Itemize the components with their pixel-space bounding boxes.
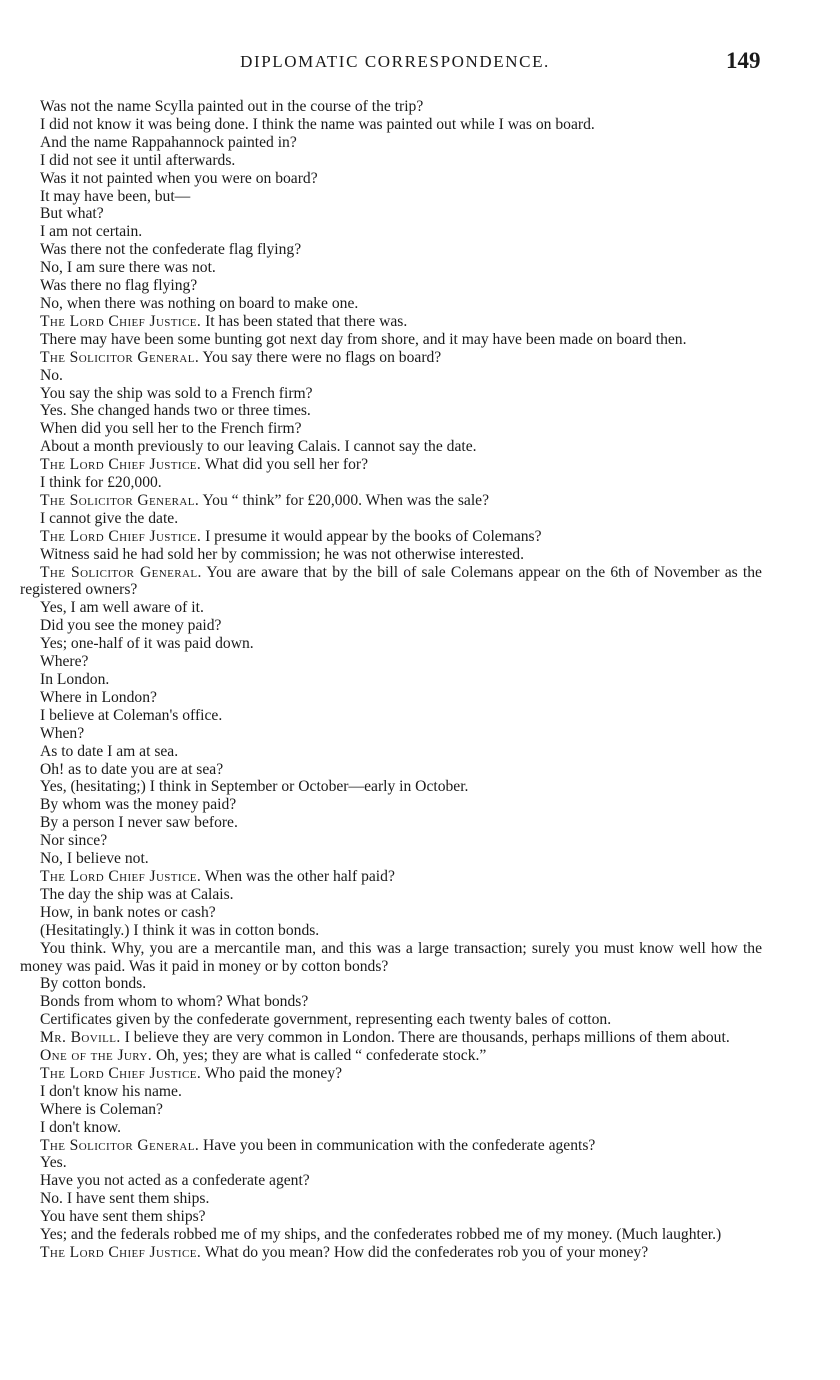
testimony-paragraph: [20, 331, 762, 349]
testimony-paragraph: [20, 241, 762, 259]
paragraph-text: Was there not the confederate flag flying?: [40, 241, 302, 259]
testimony-paragraph: [20, 1244, 762, 1262]
speaker-name: The Lord Chief Justice.: [40, 456, 202, 474]
paragraph-text: Yes.: [40, 1154, 67, 1172]
testimony-paragraph: [20, 152, 762, 170]
paragraph-text: By a person I never saw before.: [40, 814, 238, 832]
testimony-paragraph: [20, 349, 762, 367]
testimony-paragraph: [20, 940, 762, 976]
paragraph-text: I believe at Coleman's office.: [40, 706, 223, 724]
paragraph-text: Where in London?: [40, 688, 157, 706]
testimony-paragraph: [20, 1101, 762, 1119]
testimony-paragraph: [20, 188, 762, 206]
testimony-paragraph: [20, 904, 762, 922]
speaker-name: The Lord Chief Justice.: [40, 312, 202, 330]
paragraph-text: There may have been some bunting got next day from shore, and it may have been made on board then.: [40, 330, 687, 348]
paragraph-text: Witness said he had sold her by commission; he was not otherwise interested.: [40, 545, 524, 563]
paragraph-text: You say there were no flags on board?: [202, 348, 442, 366]
speaker-name: The Lord Chief Justice.: [40, 1244, 202, 1261]
paragraph-text: Have you been in communication with the confederate agents?: [203, 1136, 596, 1154]
testimony-paragraph: [20, 886, 762, 904]
testimony-paragraph: [20, 367, 762, 385]
page-header: [0, 48, 840, 76]
testimony-paragraph: [20, 420, 762, 438]
paragraph-text: No. I have sent them ships.: [40, 1190, 210, 1208]
paragraph-text: Was not the name Scylla painted out in the course of the trip?: [40, 98, 424, 115]
page-number: 149: [726, 48, 761, 73]
paragraph-text: I think for £20,000.: [40, 474, 162, 492]
paragraph-text: I cannot give the date.: [40, 509, 179, 527]
testimony-paragraph: [20, 778, 762, 796]
speaker-name: The Solicitor General.: [40, 348, 200, 366]
paragraph-text: No.: [40, 366, 63, 384]
testimony-paragraph: [20, 313, 762, 331]
paragraph-text: I presume it would appear by the books of Colemans?: [205, 527, 542, 545]
paragraph-text: But what?: [40, 205, 104, 223]
paragraph-text: Yes, (hesitating;) I think in September or October—early in October.: [40, 778, 469, 796]
paragraph-text: You say the ship was sold to a French firm?: [40, 384, 313, 402]
testimony-paragraph: [20, 671, 762, 689]
paragraph-text: I did not see it until afterwards.: [40, 151, 236, 169]
speaker-name: The Lord Chief Justice.: [40, 1064, 202, 1082]
speaker-name: The Solicitor General.: [40, 1136, 200, 1154]
testimony-paragraph: [20, 116, 762, 134]
testimony-paragraph: [20, 635, 762, 653]
paragraph-text: I believe they are very common in London. There are thousands, perhaps millions of them about.: [124, 1029, 730, 1047]
testimony-paragraph: [20, 134, 762, 152]
testimony-paragraph: [20, 761, 762, 779]
paragraph-text: No, I believe not.: [40, 850, 149, 868]
testimony-paragraph: [20, 725, 762, 743]
paragraph-text: Bonds from whom to whom? What bonds?: [40, 993, 309, 1011]
paragraph-text: You “ think” for £20,000. When was the sale?: [202, 491, 490, 509]
testimony-paragraph: [20, 1208, 762, 1226]
testimony-paragraph: [20, 653, 762, 671]
paragraph-text: Certificates given by the confederate government, representing each twenty bales of cotton.: [40, 1011, 612, 1029]
paragraph-text: In London.: [40, 671, 110, 688]
speaker-name: Mr. Bovill.: [40, 1029, 121, 1047]
testimony-paragraph: [20, 564, 762, 600]
paragraph-text: Was it not painted when you were on board?: [40, 169, 318, 187]
testimony-paragraph: [20, 474, 762, 492]
testimony-paragraph: [20, 975, 762, 993]
paragraph-text: What did you sell her for?: [204, 456, 369, 474]
paragraph-text: Where?: [40, 653, 89, 671]
paragraph-text: You have sent them ships?: [40, 1208, 206, 1226]
paragraph-text: I don't know his name.: [40, 1082, 182, 1100]
paragraph-text: Oh, yes; they are what is called “ confederate stock.”: [155, 1047, 487, 1065]
testimony-paragraph: [20, 1065, 762, 1083]
testimony-paragraph: [20, 438, 762, 456]
testimony-paragraph: [20, 259, 762, 277]
paragraph-text: I don't know.: [40, 1118, 122, 1136]
running-head: DIPLOMATIC CORRESPONDENCE.: [240, 52, 550, 71]
paragraph-text: Nor since?: [40, 832, 108, 850]
paragraph-text: Have you not acted as a confederate agent?: [40, 1172, 310, 1190]
testimony-paragraph: [20, 456, 762, 474]
paragraph-text: Did you see the money paid?: [40, 617, 222, 635]
testimony-paragraph: [20, 1154, 762, 1172]
testimony-paragraph: [20, 1083, 762, 1101]
paragraph-text: Yes; and the federals robbed me of my ships, and the confederates robbed me of my money. (Much laughter.): [40, 1226, 722, 1244]
testimony-paragraph: [20, 1029, 762, 1047]
speaker-name: One of the Jury.: [40, 1047, 153, 1065]
testimony-paragraph: [20, 1172, 762, 1190]
paragraph-text: (Hesitatingly.) I think it was in cotton bonds.: [40, 921, 320, 939]
testimony-paragraph: [20, 922, 762, 940]
testimony-paragraph: [20, 492, 762, 510]
testimony-paragraph: [20, 1119, 762, 1137]
testimony-paragraph: [20, 617, 762, 635]
testimony-paragraph: [20, 868, 762, 886]
testimony-text: [20, 98, 762, 1262]
testimony-paragraph: [20, 170, 762, 188]
testimony-paragraph: [20, 277, 762, 295]
paragraph-text: The day the ship was at Calais.: [40, 885, 234, 903]
paragraph-text: Oh! as to date you are at sea?: [40, 760, 224, 778]
testimony-paragraph: [20, 385, 762, 403]
paragraph-text: Yes. She changed hands two or three times.: [40, 402, 311, 420]
testimony-paragraph: [20, 814, 762, 832]
testimony-paragraph: [20, 205, 762, 223]
paragraph-text: Who paid the money?: [204, 1064, 343, 1082]
testimony-paragraph: [20, 223, 762, 241]
testimony-paragraph: [20, 402, 762, 420]
testimony-paragraph: [20, 707, 762, 725]
testimony-paragraph: [20, 993, 762, 1011]
testimony-paragraph: [20, 743, 762, 761]
testimony-paragraph: [20, 832, 762, 850]
paragraph-text: When did you sell her to the French firm?: [40, 420, 302, 438]
paragraph-text: Yes, I am well aware of it.: [40, 599, 204, 617]
paragraph-text: You think. Why, you are a mercantile man, and this was a large transaction; surely you must know well how the money was paid. Was it paid in money or by cotton bonds?: [20, 939, 762, 975]
paragraph-text: I did not know it was being done. I think the name was painted out while I was on board.: [40, 115, 595, 133]
paragraph-text: You are aware that by the bill of sale Colemans appear on the 6th of November as the registered owners?: [20, 563, 762, 599]
speaker-name: The Solicitor General.: [40, 491, 200, 509]
paragraph-text: And the name Rappahannock painted in?: [40, 133, 297, 151]
paragraph-text: It may have been, but—: [40, 187, 191, 205]
speaker-name: The Lord Chief Justice.: [40, 867, 202, 885]
paragraph-text: No, I am sure there was not.: [40, 259, 216, 277]
paragraph-text: By whom was the money paid?: [40, 796, 237, 814]
paragraph-text: Was there no flag flying?: [40, 277, 198, 295]
testimony-paragraph: [20, 689, 762, 707]
testimony-paragraph: [20, 1137, 762, 1155]
paragraph-text: Yes; one-half of it was paid down.: [40, 635, 254, 653]
paragraph-text: Where is Coleman?: [40, 1100, 163, 1118]
paragraph-text: When was the other half paid?: [204, 867, 395, 885]
testimony-paragraph: [20, 295, 762, 313]
testimony-paragraph: [20, 850, 762, 868]
speaker-name: The Solicitor General.: [40, 563, 202, 581]
testimony-paragraph: [20, 1190, 762, 1208]
testimony-paragraph: [20, 546, 762, 564]
testimony-paragraph: [20, 599, 762, 617]
paragraph-text: By cotton bonds.: [40, 975, 147, 993]
paragraph-text: What do you mean? How did the confederates rob you of your money?: [204, 1244, 649, 1261]
testimony-paragraph: [20, 528, 762, 546]
testimony-paragraph: [20, 796, 762, 814]
testimony-paragraph: [20, 510, 762, 528]
paragraph-text: When?: [40, 724, 85, 742]
paragraph-text: I am not certain.: [40, 223, 143, 241]
paragraph-text: No, when there was nothing on board to make one.: [40, 294, 359, 312]
paragraph-text: As to date I am at sea.: [40, 742, 179, 760]
testimony-paragraph: [20, 1047, 762, 1065]
paragraph-text: About a month previously to our leaving Calais. I cannot say the date.: [40, 438, 477, 456]
testimony-paragraph: [20, 1226, 762, 1244]
testimony-paragraph: [20, 1011, 762, 1029]
paragraph-text: How, in bank notes or cash?: [40, 903, 216, 921]
speaker-name: The Lord Chief Justice.: [40, 527, 202, 545]
testimony-paragraph: [20, 98, 762, 116]
paragraph-text: It has been stated that there was.: [205, 312, 408, 330]
